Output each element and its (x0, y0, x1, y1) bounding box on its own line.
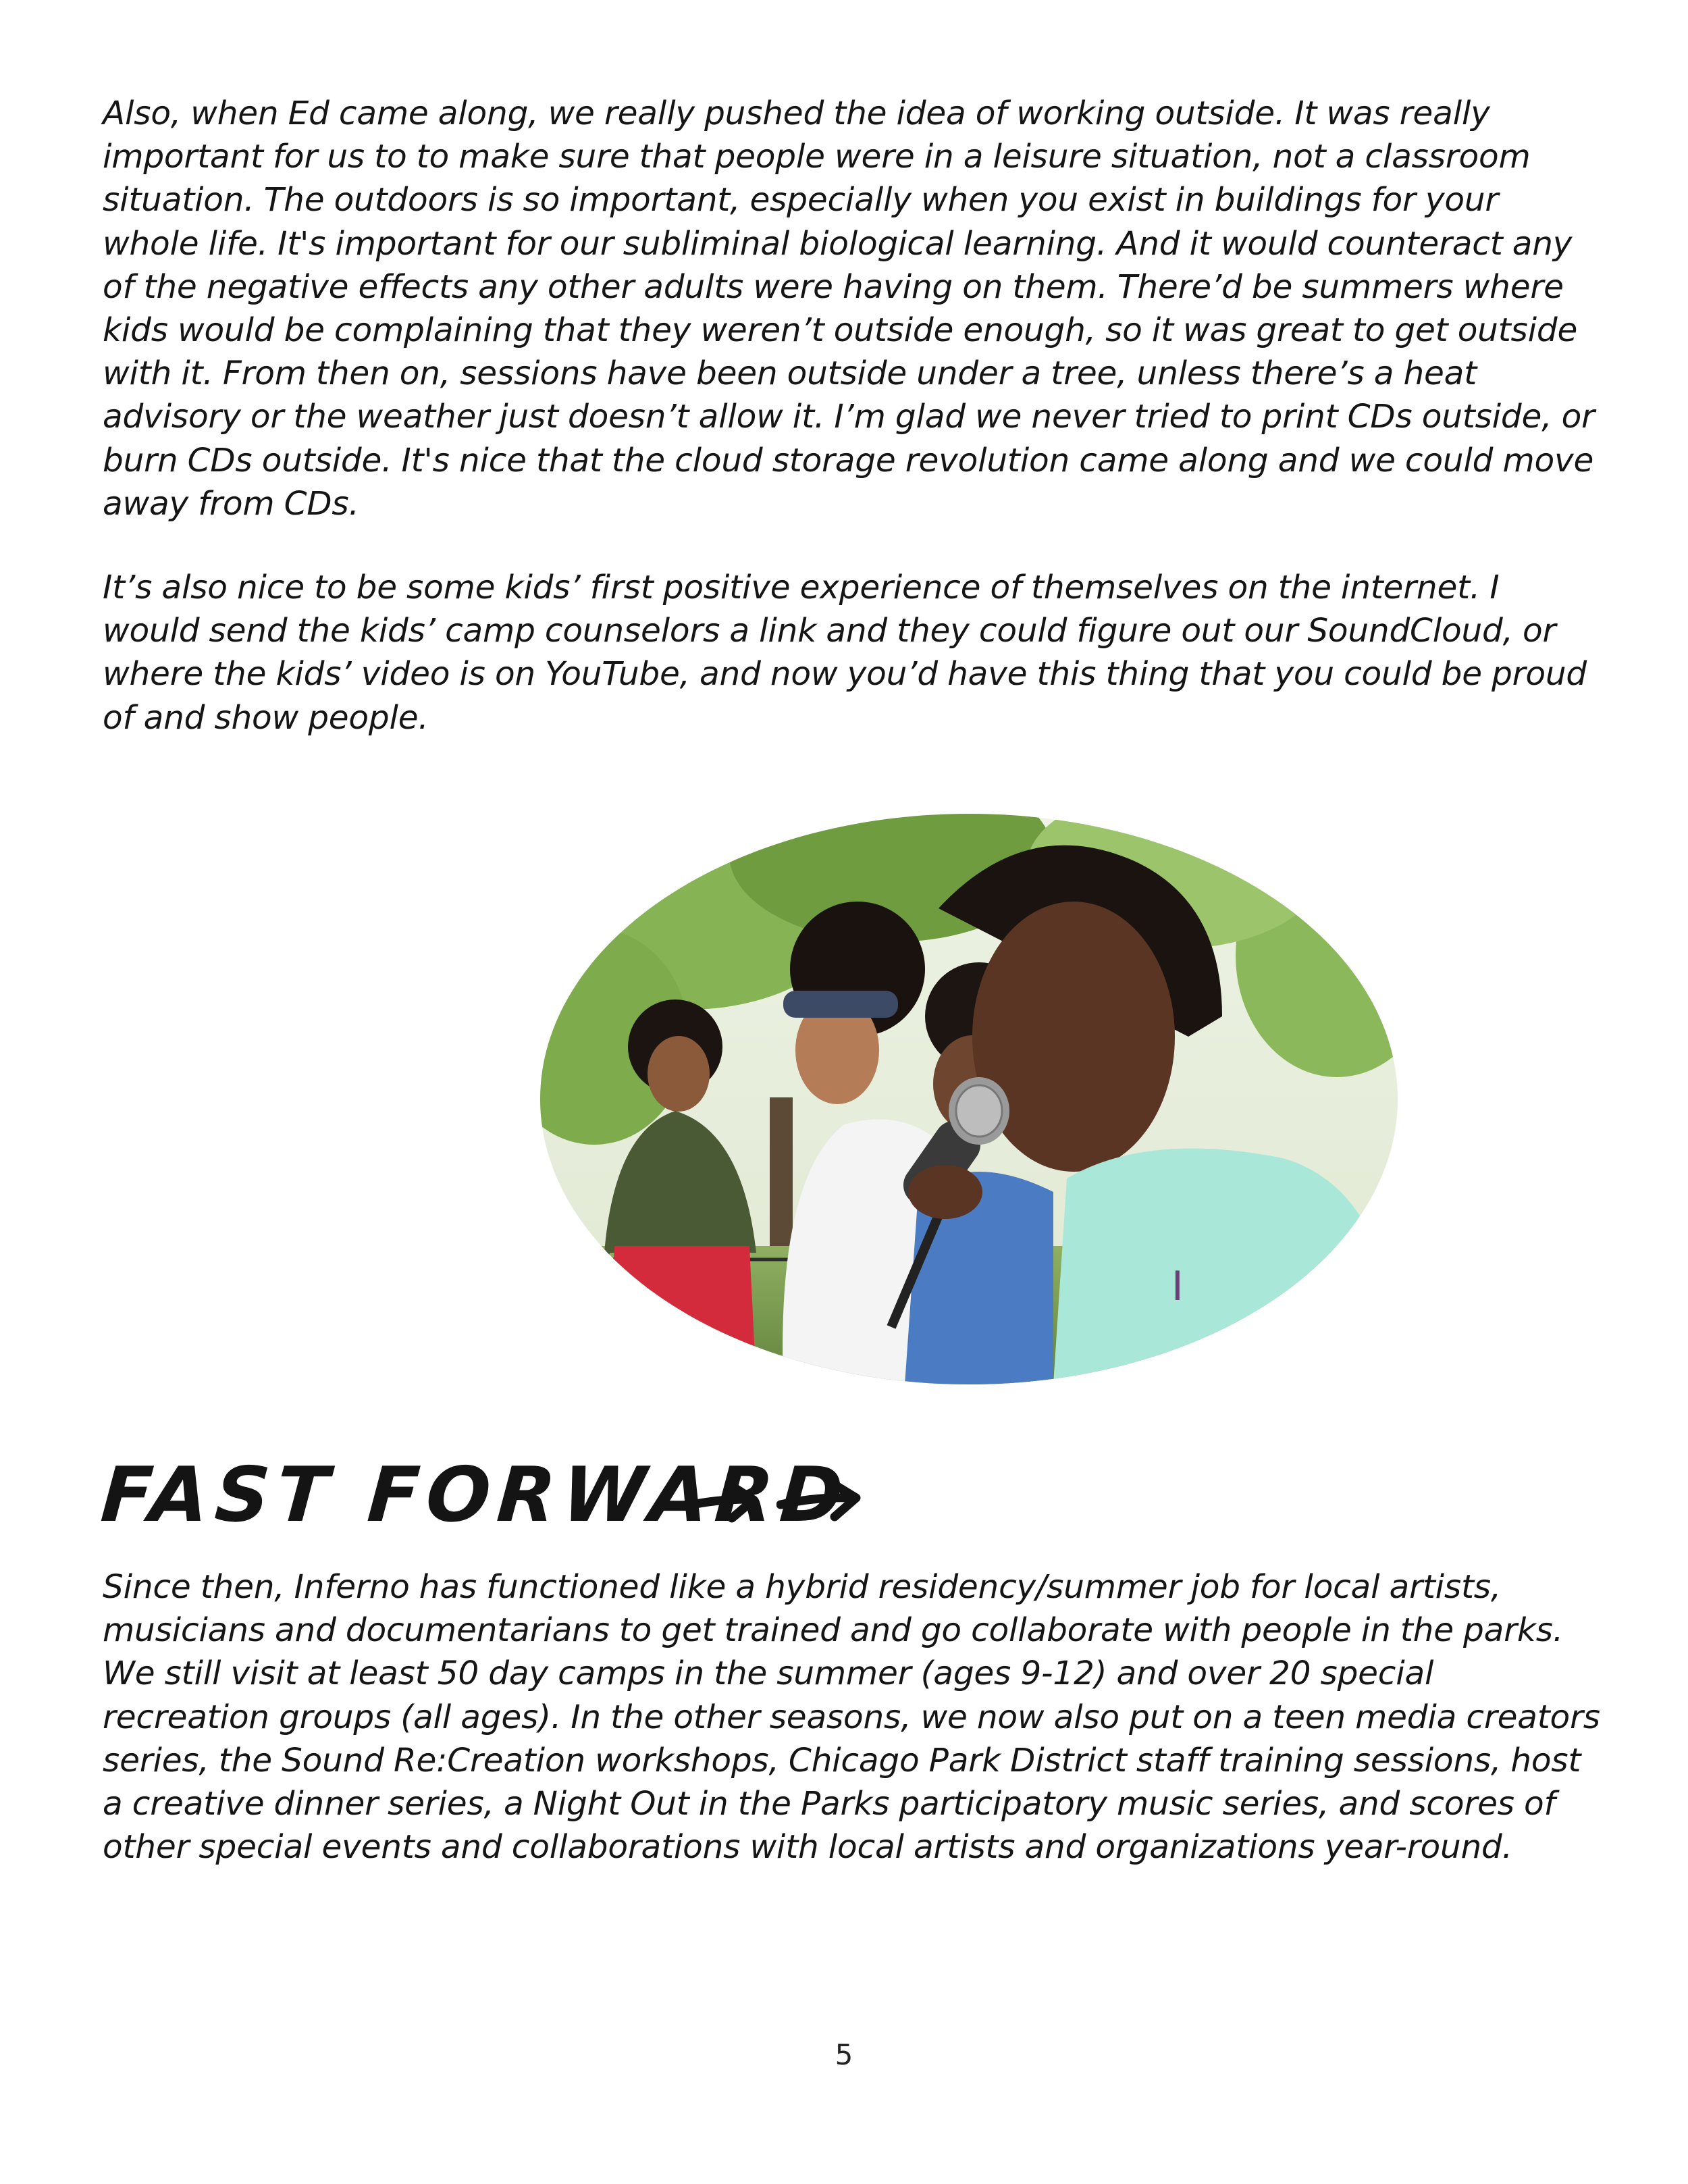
body-paragraph-1: Also, when Ed came along, we really pushed the idea of working outside. It was really important for us to to make sure that people were in a leisure situation, not a classroom situation. The outdoors is so important, especially when you exist in buildings for your whole life. It's important for our subliminal biological learning. And it would counteract any of the negative effects any other adults were having on them. There’d be summers where kids would be complaining that they weren’t outside enough, so it was great to get outside with it. From then on, sessions have been outside under a tree, unless there’s a heat advisory or the weather just doesn’t allow it. I’m glad we never tried to print CDs outside, or burn CDs outside. It's nice that the cloud storage revolution came along and we could move away from CDs. (103, 95, 1595, 523)
section-heading (98, 1445, 878, 1553)
page-number: 5 (835, 2038, 853, 2071)
arrow-right-icon (682, 1479, 763, 1526)
body-paragraph-2: It’s also nice to be some kids’ first positive experience of themselves on the internet. I would send the kids’ camp counselors a link and they could figure out our SoundCloud, or where the kids’ video is on YouTube, and now you’d have this thing that you could be proud of and show people. (103, 569, 1587, 737)
heading-text: FAST FORWARD (98, 1451, 853, 1539)
svg-text:I: I (1171, 1263, 1184, 1310)
closing-paragraph: Since then, Inferno has functioned like a hybrid residency/summer job for local artists, musicians and documentarians to get trained and go collaborate with people in the parks. We still visit at least 50 day camps in the summer (ages 9-12) and over 20 special recreation groups (all ages). In the other seasons, we now also put on a teen media creators series, the Sound Re:Creation workshops, Chicago Park District staff training sessions, host a creative dinner series, a Night Out in the Parks participatory music series, and scores of other special events and collaborations with local artists and organizations year-round. (103, 1568, 1600, 1867)
oval-photo (540, 814, 1398, 1384)
arrow-right-icon (776, 1479, 864, 1526)
